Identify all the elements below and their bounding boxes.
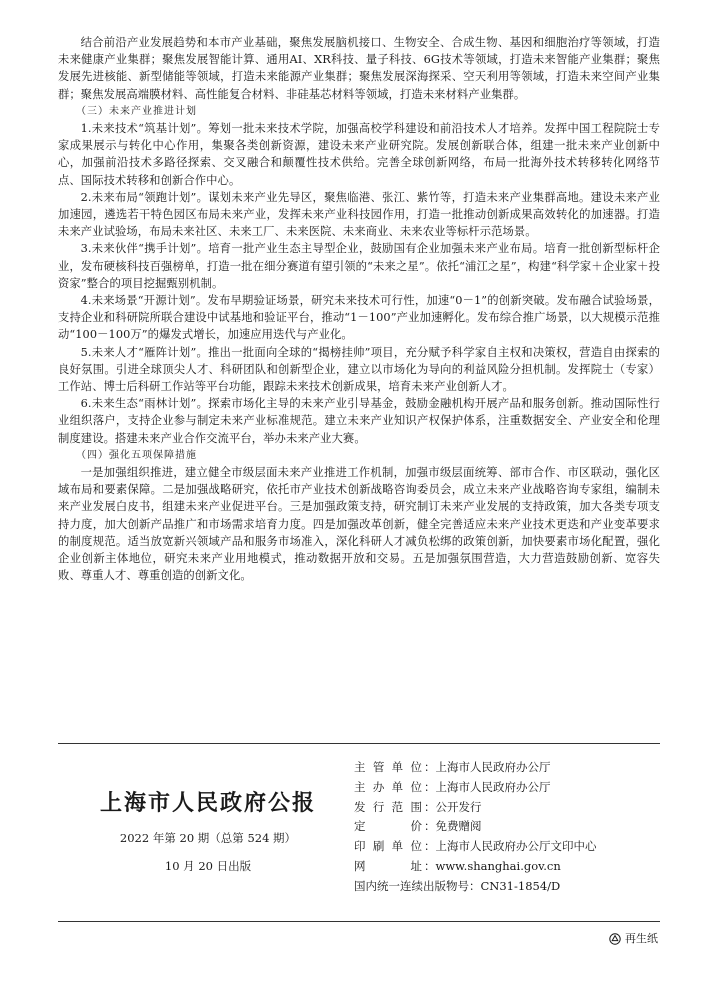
imprint-value: 上海市人民政府办公厅 bbox=[435, 779, 551, 794]
imprint-label: 网址 bbox=[354, 858, 422, 873]
article-body bbox=[58, 34, 660, 585]
paragraph-plan-4: 4.未来场景“开源计划”。发布早期验证场景，研究未来技术可行性，加速“0－1”的创新突破。发布融合试验场景，支持企业和科研院所联合建设中试基地和验证平台，推动“1－100”产业加速孵化。发布综合推广场景，以大规模示范推动“100－100万”的爆发式增长，加速应用迭代与产业化。 bbox=[58, 294, 660, 342]
imprint-separator: ： bbox=[424, 760, 436, 774]
recycled-paper-mark bbox=[609, 931, 658, 947]
imprint-row-sponsor bbox=[354, 778, 660, 798]
paragraph-plan-3: 3.未来伙伴“携手计划”。培育一批产业生态主导型企业，鼓励国有企业加强未来产业布局。培育一批创新型标杆企业，发布硬核科技百强榜单，打造一批在细分赛道有望引领的“未来之星”。依托“浦江之星”，构建“科学家＋企业家＋投资家”整合的项目挖掘甄别机制。 bbox=[58, 242, 660, 290]
imprint-label: 国内统一连续出版物号 bbox=[354, 878, 469, 893]
imprint-separator: ： bbox=[469, 878, 481, 893]
imprint-value: 上海市人民政府办公厅文印中心 bbox=[435, 839, 597, 854]
imprint-separator: ： bbox=[424, 839, 436, 854]
recycle-icon bbox=[609, 933, 621, 945]
imprint-value: 上海市人民政府办公厅 bbox=[435, 760, 551, 774]
imprint-label: 发行范围 bbox=[354, 799, 422, 814]
imprint-label: 主管单位 bbox=[354, 760, 422, 774]
imprint-value: www.shanghai.gov.cn bbox=[435, 858, 561, 873]
imprint-label: 主办单位 bbox=[354, 779, 422, 794]
imprint-row-supervisor bbox=[354, 758, 660, 778]
masthead-date: 10 月 20 日出版 bbox=[164, 859, 252, 873]
imprint-row-price bbox=[354, 817, 660, 837]
divider-top bbox=[58, 743, 660, 744]
imprint-separator: ： bbox=[424, 858, 436, 873]
imprint-value: CN31-1854/D bbox=[480, 878, 561, 893]
imprint-separator: ： bbox=[424, 799, 436, 814]
imprint-separator: ： bbox=[424, 819, 436, 834]
imprint-separator: ： bbox=[424, 779, 436, 794]
paragraph-measures: 一是加强组织推进，建立健全市级层面未来产业推进工作机制，加强市级层面统筹、部市合作、市区联动，强化区域布局和要素保障。二是加强战略研究，依托市产业技术创新战略咨询委员会，成立未来产业战略咨询专家组，编制未来产业发展白皮书，组建未来产业促进平台。三是加强政策支持，研究制订未来产业发展的支持政策，加大各类专项支持力度，加大创新产品推广和市场需求培育力度。四是加强改革创新，健全完善适应未来产业技术更迭和产业变革要求的制度规范。适当放宽新兴领域产品和服务市场准入，深化科研人才减负松绑的政策创新，加快要素市场化配置，强化企业创新主体地位，研究未来产业用地模式，推动数据开放和交易。五是加强氛围营造，大力营造鼓励创新、宽容失败、尊重人才、尊重创造的创新文化。 bbox=[58, 466, 660, 583]
paragraph-plan-5: 5.未来人才“雁阵计划”。推出一批面向全球的“揭榜挂帅”项目，充分赋予科学家自主权和决策权，营造自由探索的良好氛围。引进全球顶尖人才、科研团队和创新型企业，建立以市场化为导向的利益风险分担机制。发挥院士（专家）工作站、博士后科研工作站等平台功能，跟踪未来技术创新成果，培育未来产业创新人才。 bbox=[58, 345, 660, 394]
masthead-title: 上海市人民政府公报 bbox=[99, 790, 316, 816]
imprint-row-website bbox=[354, 857, 660, 877]
paragraph-plan-2: 2.未来布局“领跑计划”。谋划未来产业先导区，聚焦临港、张江、紫竹等，打造未来产业集群高地。建设未来产业加速园，遴选若干特色园区布局未来产业，发挥未来产业科技园作用，打造一批推动创新成果高效转化的加速器。打造未来产业试验场，布局未来社区、未来工厂、未来医院、未来商业、未来农业等标杆示范场景。 bbox=[58, 190, 660, 239]
imprint-row-printer bbox=[354, 837, 660, 857]
imprint-row-issn bbox=[354, 877, 660, 897]
imprint-value: 公开发行 bbox=[435, 799, 482, 814]
masthead bbox=[58, 788, 358, 874]
section-heading-4: （四）强化五项保障措施 bbox=[76, 449, 197, 461]
paragraph-plan-1: 1.未来技术“筑基计划”。筹划一批未来技术学院，加强高校学科建设和前沿技术人才培养。发挥中国工程院院士专家成果展示与转化中心作用，集聚各类创新资源，建设未来产业研究院。发展创新联合体，组建一批未来产业创新中心，加强前沿技术多路径探索、交叉融合和颠覆性技术供给。完善全球创新网络，布局一批海外技术转移转化网络节点、国际技术转移和创新合作中心。 bbox=[58, 122, 660, 187]
imprint-label: 定价 bbox=[354, 819, 422, 834]
paragraph-plan-6: 6.未来生态“雨林计划”。探索市场化主导的未来产业引导基金，鼓励金融机构开展产品和服务创新。推动国际性行业组织落户，支持企业参与制定未来产业标准规范。建立未来产业知识产权保护体系，注重数据安全、产业安全和伦理制度建设。搭建未来产业合作交流平台，举办未来产业大赛。 bbox=[58, 397, 660, 445]
imprint-block bbox=[354, 758, 660, 897]
recycled-paper-label: 再生纸 bbox=[625, 932, 658, 945]
paragraph-intro: 结合前沿产业发展趋势和本市产业基础，聚焦发展脑机接口、生物安全、合成生物、基因和细胞治疗等领域，打造未来健康产业集群；聚焦发展智能计算、通用AI、XR科技、量子科技、6G技术等领域，打造未来智能产业集群；聚焦发展先进核能、新型储能等领域，打造未来能源产业集群；聚焦发展深海探采、空天利用等领域，打造未来空间产业集群；聚焦发展高端膜材料、高性能复合材料、非硅基芯材料等领域，打造未来材料产业集群。 bbox=[58, 36, 660, 101]
section-heading-3: （三）未来产业推进计划 bbox=[76, 105, 197, 117]
imprint-value: 免费赠阅 bbox=[435, 819, 482, 834]
divider-bottom bbox=[58, 921, 660, 922]
imprint-label: 印刷单位 bbox=[354, 839, 422, 854]
masthead-issue: 2022 年第 20 期（总第 524 期） bbox=[119, 831, 297, 845]
imprint-row-distribution bbox=[354, 798, 660, 818]
